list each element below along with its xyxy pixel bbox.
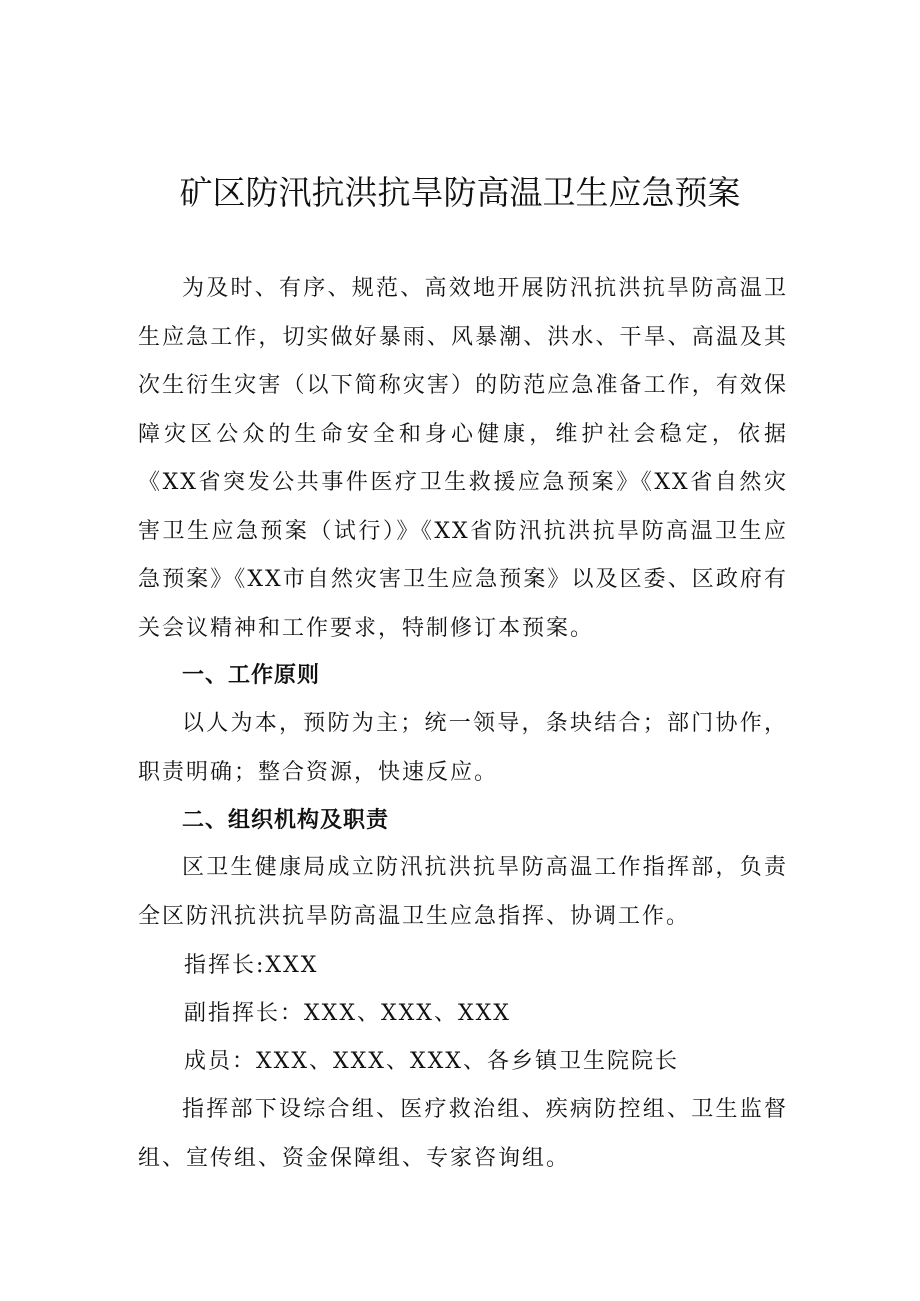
deputy-commander-line: 副指挥长：XXX、XXX、XXX <box>184 1001 511 1026</box>
section-heading-organization: 二、组织机构及职责 <box>182 808 390 833</box>
groups-paragraph: 指挥部下设综合组、医疗救治组、疾病防控组、卫生监督组、宣传组、资金保障组、专家咨询组。 <box>138 1097 788 1171</box>
members-line: 成员：XXX、XXX、XXX、各乡镇卫生院院长 <box>184 1049 679 1074</box>
organization-paragraph: 区卫生健康局成立防汛抗洪抗旱防高温工作指挥部，负责全区防汛抗洪抗旱防高温卫生应急指挥、协调工作。 <box>138 855 788 929</box>
commander-line: 指挥长:XXX <box>184 953 319 978</box>
intro-paragraph: 为及时、有序、规范、高效地开展防汛抗洪抗旱防高温卫生应急工作，切实做好暴雨、风暴潮、洪水、干旱、高温及其次生衍生灾害（以下简称灾害）的防范应急准备工作，有效保障灾区公众的生命安全和身心健康，维护社会稳定，依据《XX省突发公共事件医疗卫生救援应急预案》《XX省自然灾害卫生应急预案（试行）》《XX省防汛抗洪抗旱防高温卫生应急预案》《XX市自然灾害卫生应急预案》以及区委、区政府有关会议精神和工作要求，特制修订本预案。 <box>138 276 788 641</box>
document-title: 矿区防汛抗洪抗旱防高温卫生应急预案 <box>179 173 741 212</box>
section-heading-principle: 一、工作原则 <box>182 663 321 688</box>
principle-paragraph: 以人为本，预防为主；统一领导，条块结合；部门协作，职责明确；整合资源，快速反应。 <box>138 711 788 785</box>
